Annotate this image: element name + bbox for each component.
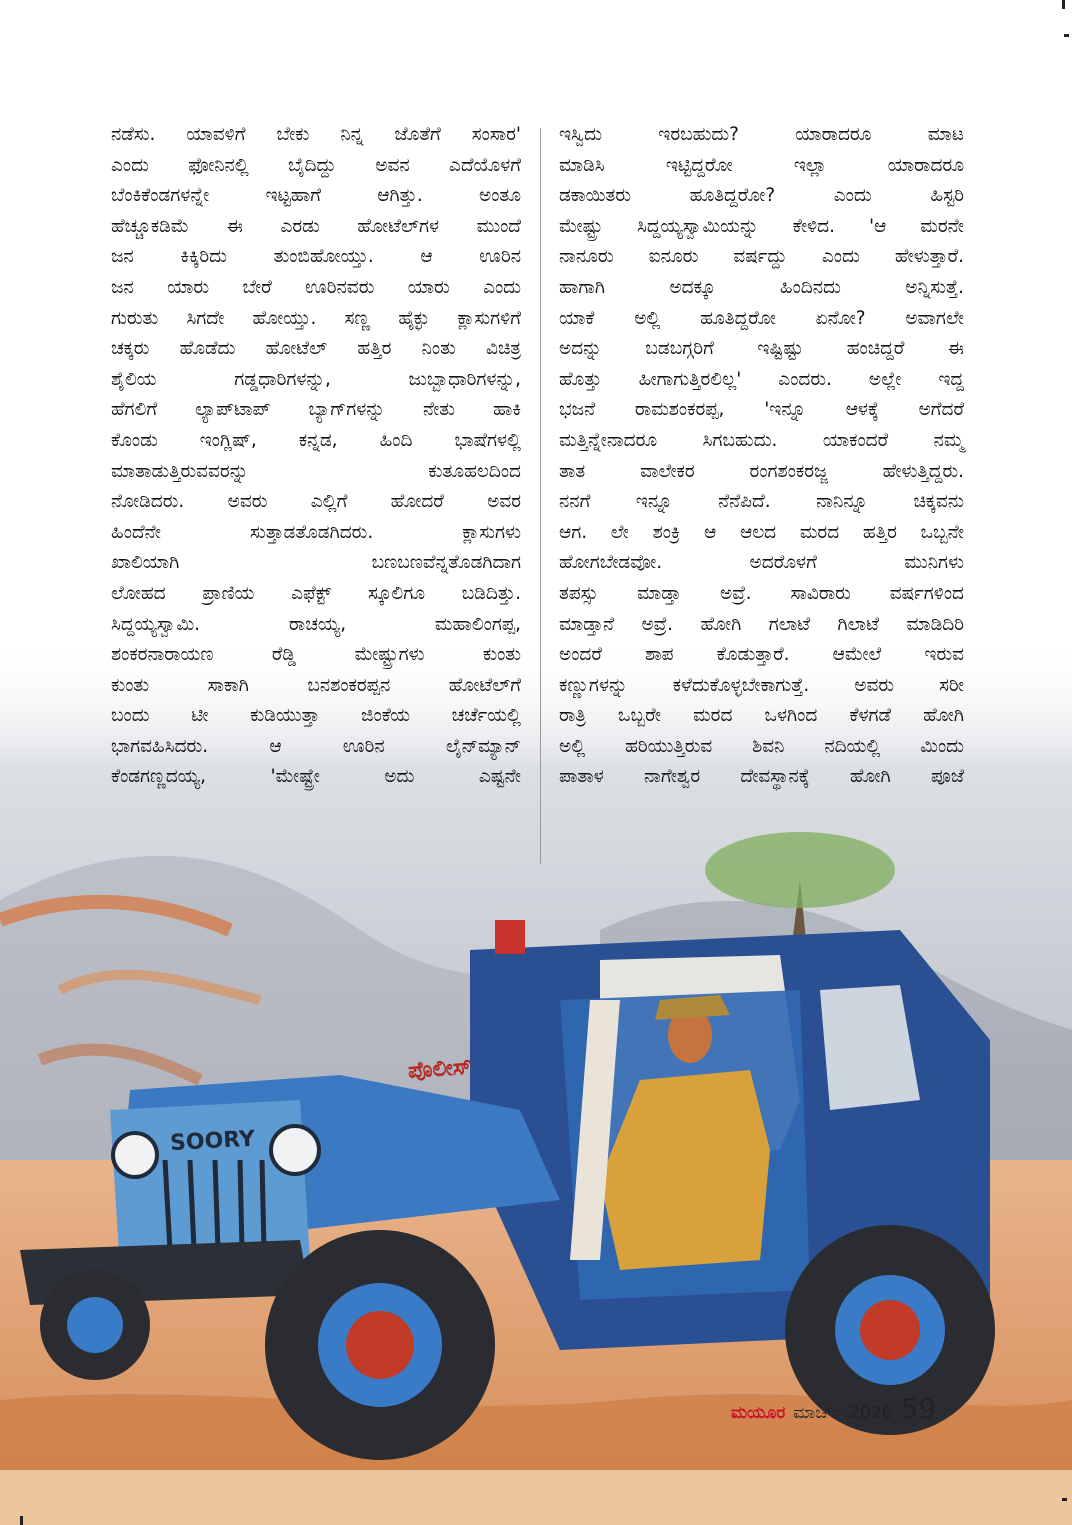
text-line: ಮೇಷ್ಟ್ರು ಸಿದ್ದಯ್ಯಸ್ವಾಮಿಯನ್ನು ಕೇಳಿದ. 'ಆ ಮರನೇ bbox=[559, 215, 964, 237]
text-line: ಹಾಗಾಗಿ ಅದಕ್ಕೂ ಹಿಂದಿನದು ಅನ್ನಿಸುತ್ತೆ. bbox=[559, 276, 964, 298]
text-line: ತಪಸ್ಸು ಮಾಡ್ತಾ ಅವ್ರೆ. ಸಾವಿರಾರು ವರ್ಷಗಳಿಂದ bbox=[559, 582, 964, 604]
text-line: ಮಾಡಿಸಿ ಇಟ್ಟಿದ್ದರೋ ಇಲ್ಲಾ ಯಾರಾದರೂ bbox=[559, 154, 964, 176]
text-line: ಅದನ್ನು ಬಡಬಗ್ಗರಿಗೆ ಇಷ್ಟಿಷ್ಟು ಹಂಚಿದ್ದರೆ ಈ bbox=[559, 338, 964, 360]
text-line: ರಾತ್ರಿ ಒಬ್ಬರೇ ಮರದ ಒಳಗಿಂದ ಕೆಳಗಡೆ ಹೋಗಿ bbox=[559, 705, 964, 727]
crop-mark-bottom-left bbox=[20, 1516, 23, 1525]
text-line: ಬೆಂಕಿಕೆಂಡಗಳನ್ನೇ ಇಟ್ಟಹಾಗೆ ಆಗಿತ್ತು. ಅಂತೂ bbox=[111, 185, 521, 207]
text-line: ಹೋಗಬೇಡವೋ. ಅದರೊಳಗೆ ಮುನಿಗಳು bbox=[559, 552, 964, 574]
text-line: ಶಂಕರನಾರಾಯಣ ರೆಡ್ಡಿ ಮೇಷ್ಟ್ರುಗಳು ಕುಂತು bbox=[111, 644, 521, 666]
text-line: ಪಾತಾಳ ನಾಗೇಶ್ವರ ದೇವಸ್ಥಾನಕ್ಕೆ ಹೋಗಿ ಪೂಜೆ bbox=[559, 766, 964, 788]
text-line: ಲೋಹದ ಪ್ರಾಣಿಯ ಎಫೆಕ್ಟ್ ಸ್ಕೂಲಿಗೂ ಬಡಿದಿತ್ತು. bbox=[111, 582, 521, 604]
text-line: ಕುಂತು ಸಾಕಾಗಿ ಬನಶಂಕರಪ್ಪನ ಹೋಟೆಲ್‌ಗೆ bbox=[111, 674, 521, 696]
text-column-left bbox=[111, 120, 521, 793]
text-line: ಖಾಲಿಯಾಗಿ ಬಣಬಣವೆನ್ನತೊಡಗಿದಾಗ bbox=[111, 552, 521, 574]
jeep-door-lettering: ಪೊಲೀಸ್ bbox=[407, 1054, 473, 1084]
text-line: ಇಸ್ವಿದು ಇರಬಹುದು? ಯಾರಾದರೂ ಮಾಟ bbox=[559, 124, 964, 145]
text-line: ಎಂದು ಫೋನಿನಲ್ಲಿ ಬೈದಿದ್ದು ಅವನ ಎದೆಯೊಳಗೆ bbox=[111, 154, 521, 176]
text-line: ನಡೆಸು. ಯಾವಳಿಗೆ ಬೇಕು ನಿನ್ನ ಜೊತೆಗೆ ಸಂಸಾರ' bbox=[111, 124, 521, 145]
text-line: ಹೆಚ್ಚೂಕಡಿಮೆ ಈ ಎರಡು ಹೋಟೆಲ್‌ಗಳ ಮುಂದೆ bbox=[111, 215, 521, 237]
text-line: ಭಜನೆ ರಾಮಶಂಕರಪ್ಪ, 'ಇನ್ನೂ ಆಳಕ್ಕೆ ಅಗೆದರೆ bbox=[559, 399, 964, 421]
text-line: ಸಿದ್ದಯ್ಯಸ್ವಾಮಿ. ರಾಚಯ್ಯ, ಮಹಾಲಿಂಗಪ್ಪ, bbox=[111, 613, 521, 635]
text-column-right bbox=[559, 120, 964, 793]
jeep-hood-lettering: SOORY bbox=[169, 1126, 256, 1157]
text-line: ಅಲ್ಲಿ ಹರಿಯುತ್ತಿರುವ ಶಿವನಿ ನದಿಯಲ್ಲಿ ಮಿಂದು bbox=[559, 735, 964, 757]
text-line: ಮಾತಾಡುತ್ತಿರುವವರನ್ನು ಕುತೂಹಲದಿಂದ bbox=[111, 460, 521, 482]
text-line: ಗುರುತು ಸಿಗದೇ ಹೋಯ್ತು. ಸಣ್ಣ ಹೈಕ್ಳು ಕ್ಲಾಸುಗಳಿಗೆ bbox=[111, 307, 521, 329]
text-line: ಜನ ಯಾರು ಬೇರೆ ಊರಿನವರು ಯಾರು ಎಂದು bbox=[111, 276, 521, 298]
text-line: ಹೊತ್ತು ಹೀಗಾಗುತ್ತಿರಲಿಲ್ಲ' ಎಂದರು. ಅಲ್ಲೇ ಇದ್ದ bbox=[559, 368, 964, 390]
text-line: ಕೊಂಡು ಇಂಗ್ಲಿಷ್, ಕನ್ನಡ, ಹಿಂದಿ ಭಾಷೆಗಳಲ್ಲಿ bbox=[111, 429, 521, 451]
issue-month: ಮಾರ್ಚ್ bbox=[793, 1403, 842, 1423]
text-line: ಭಾಗವಹಿಸಿದರು. ಆ ಊರಿನ ಲೈನ್‌ಮ್ಯಾನ್ bbox=[111, 735, 521, 757]
crop-mark-bottom-right bbox=[1062, 1498, 1067, 1501]
text-line: ತಾತ ವಾಲೇಕರ ರಂಗಶಂಕರಜ್ಜ ಹೇಳುತ್ತಿದ್ದರು. bbox=[559, 460, 964, 482]
issue-year: 2026 bbox=[849, 1403, 893, 1423]
text-line: ಯಾಕೆ ಅಲ್ಲಿ ಹೂತಿದ್ದರೋ ಏನೋ? ಅವಾಗಲೇ bbox=[559, 307, 964, 329]
page-footer bbox=[731, 1392, 936, 1426]
text-line: ಅಂದರೆ ಶಾಪ ಕೊಡುತ್ತಾರೆ. ಆಮೇಲೆ ಇರುವ bbox=[559, 644, 964, 666]
text-line: ನೋಡಿದರು. ಅವರು ಎಲ್ಲಿಗೆ ಹೋದರೆ ಅವರ bbox=[111, 491, 521, 513]
text-line: ಕೆಂಡಗಣ್ಣದಯ್ಯ, 'ಮೇಷ್ಟ್ರೇ ಅದು ಎಷ್ಟನೇ bbox=[111, 766, 521, 788]
column-divider bbox=[540, 128, 541, 864]
tree-canopy bbox=[705, 832, 895, 908]
text-line: ಆಗ. ಲೇ ಶಂಕ್ರಿ ಆ ಆಲದ ಮರದ ಹತ್ತಿರ ಒಬ್ಬನೇ bbox=[559, 521, 964, 543]
text-line: ಶೈಲಿಯ ಗಡ್ಡಧಾರಿಗಳನ್ನು, ಜುಬ್ಬಾಧಾರಿಗಳನ್ನು, bbox=[111, 368, 521, 390]
text-line: ಡಕಾಯಿತರು ಹೂತಿದ್ದರೋ? ಎಂದು ಹಿಸ್ಟರಿ bbox=[559, 185, 964, 207]
text-line: ಬಂದು ಟೀ ಕುಡಿಯುತ್ತಾ ಜಿಂಕೆಯ ಚರ್ಚೆಯಲ್ಲಿ bbox=[111, 705, 521, 727]
text-line: ಹಿಂದೆನೇ ಸುತ್ತಾಡತೊಡಗಿದರು. ಕ್ಲಾಸುಗಳು bbox=[111, 521, 521, 543]
text-line: ಮತ್ತಿನ್ನೇನಾದರೂ ಸಿಗಬಹುದು. ಯಾಕಂದರೆ ನಮ್ಮ bbox=[559, 429, 964, 451]
page-number: 59 bbox=[900, 1392, 937, 1425]
crop-mark-top-right bbox=[1062, 0, 1065, 9]
text-line: ಮಾಡ್ತಾನೆ ಅವ್ರೆ. ಹೋಗಿ ಗಲಾಟೆ ಗಿಲಾಟೆ ಮಾಡಿದಿರಿ bbox=[559, 613, 964, 635]
crop-mark-right bbox=[1064, 34, 1069, 37]
text-line: ಚಕ್ಕರು ಹೊಡೆದು ಹೋಟೆಲ್ ಹತ್ತಿರ ನಿಂತು ವಿಚಿತ್ರ bbox=[111, 338, 521, 360]
text-line: ಜನ ಕಿಕ್ಕಿರಿದು ತುಂಬಿಹೋಯ್ತು. ಆ ಊರಿನ bbox=[111, 246, 521, 268]
text-line: ಕಣ್ಣುಗಳನ್ನು ಕಳೆದುಕೊಳ್ಳಬೇಕಾಗುತ್ತೆ. ಅವರು ಸರೀ bbox=[559, 674, 964, 696]
text-line: ನನಗೆ ಇನ್ನೂ ನೆನೆಪಿದೆ. ನಾನಿನ್ನೂ ಚಿಕ್ಕವನು bbox=[559, 491, 964, 513]
text-line: ಹೆಗಲಿಗೆ ಲ್ಯಾಪ್‌ಟಾಪ್ ಬ್ಯಾಗ್‌ಗಳನ್ನು ನೇತು ಹಾಕಿ bbox=[111, 399, 521, 421]
magazine-name: ಮಯೂರ bbox=[731, 1403, 786, 1423]
text-line: ನಾನೂರು ಐನೂರು ವರ್ಷದ್ದು ಎಂದು ಹೇಳುತ್ತಾರೆ. bbox=[559, 246, 964, 268]
